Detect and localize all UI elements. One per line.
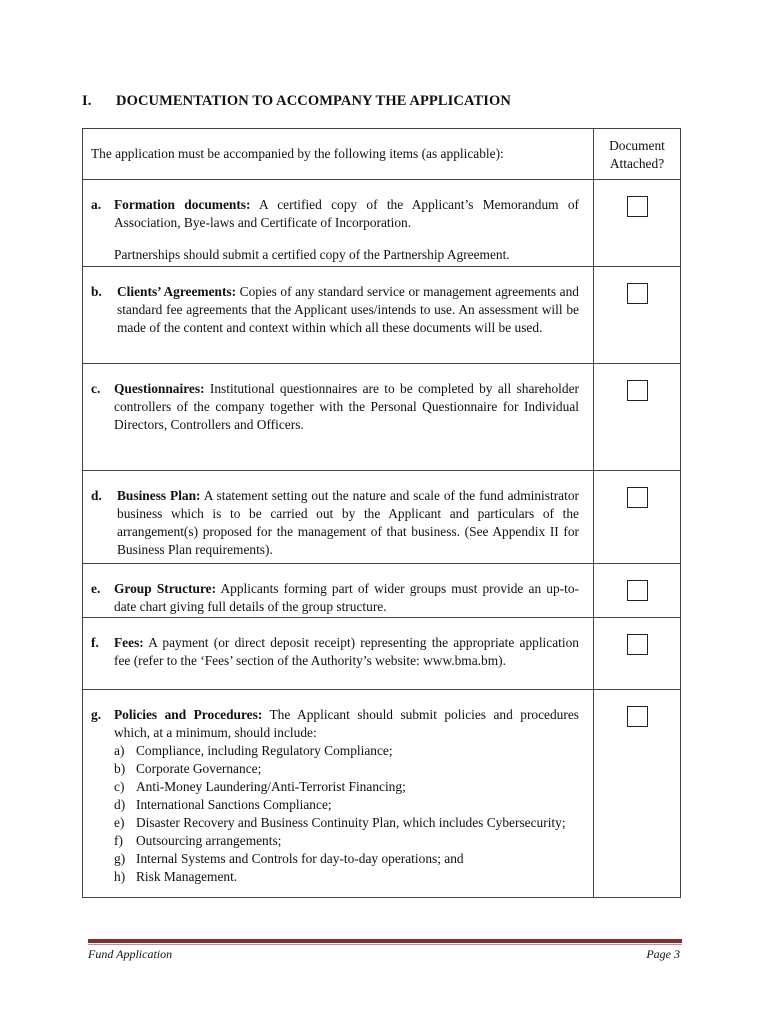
section-number: I. — [82, 93, 92, 109]
table-row — [83, 267, 681, 364]
checkbox-fees[interactable] — [627, 634, 648, 655]
item-text: The Applicant should submit policies and procedures which, at a minimum, should include: — [114, 707, 579, 740]
item-title: Questionnaires: — [114, 381, 205, 396]
item-policies-and-procedures — [83, 690, 593, 886]
item-formation-documents — [83, 180, 593, 264]
documents-table — [82, 128, 681, 898]
item-title: Business Plan: — [117, 488, 201, 503]
item-title: Policies and Procedures: — [114, 707, 263, 722]
list-item: f) Outsourcing arrangements; — [114, 833, 282, 848]
table-row — [83, 564, 681, 618]
footer-document-name: Fund Application — [88, 947, 173, 961]
table-row — [83, 471, 681, 564]
table-row — [83, 618, 681, 690]
item-letter: a. — [91, 197, 102, 212]
policy-list — [114, 742, 579, 886]
intro-cell — [83, 129, 594, 180]
item-letter: e. — [91, 581, 101, 596]
checkbox-formation-documents[interactable] — [627, 196, 648, 217]
list-item: a) Compliance, including Regulatory Compliance; — [114, 743, 393, 758]
item-fees — [83, 618, 593, 670]
item-title: Clients’ Agreements: — [117, 284, 237, 299]
item-group-structure — [83, 564, 593, 616]
item-text: A payment (or direct deposit receipt) representing the appropriate application fee (refer to the ‘Fees’ section of the Authority’s website: www.bma.bm). — [114, 635, 579, 668]
item-text: A statement setting out the nature and scale of the fund administrator business which is to be carried out by the Applicant and particulars of the arrangement(s) proposed for the management of that business. (See Appendix II for Business Plan requirements). — [117, 488, 579, 557]
table-row — [83, 364, 681, 471]
item-title: Fees: — [114, 635, 144, 650]
checkbox-questionnaires[interactable] — [627, 380, 648, 401]
item-business-plan — [83, 471, 593, 559]
list-item: c) Anti-Money Laundering/Anti-Terrorist Financing; — [114, 779, 406, 794]
intro-text: The application must be accompanied by the following items (as applicable): — [91, 146, 504, 161]
item-text-2: Partnerships should submit a certified copy of the Partnership Agreement. — [114, 247, 510, 262]
item-letter: c. — [91, 381, 101, 396]
footer-divider-thin — [88, 944, 682, 945]
item-text: A certified copy of the Applicant’s Memorandum of Association, Bye-laws and Certificate of Incorporation. — [114, 197, 580, 230]
checkbox-policies-and-procedures[interactable] — [627, 706, 648, 727]
item-letter: f. — [91, 635, 99, 650]
item-clients-agreements — [83, 267, 593, 337]
item-title: Formation documents: — [114, 197, 251, 212]
section-title: DOCUMENTATION TO ACCOMPANY THE APPLICATION — [116, 93, 511, 109]
checkbox-group-structure[interactable] — [627, 580, 648, 601]
item-letter: b. — [91, 284, 102, 299]
list-item: d) International Sanctions Compliance; — [114, 797, 332, 812]
item-title: Group Structure: — [114, 581, 217, 596]
attached-header: Document Attached? — [609, 138, 665, 171]
checkbox-clients-agreements[interactable] — [627, 283, 648, 304]
item-letter: d. — [91, 488, 102, 503]
footer-page-number: Page 3 — [646, 947, 680, 961]
list-item: g) Internal Systems and Controls for day-to-day operations; and — [114, 851, 464, 866]
table-row — [83, 180, 681, 267]
table-row — [83, 690, 681, 898]
section-heading — [82, 93, 511, 110]
table-header-row — [83, 129, 681, 180]
list-item: h) Risk Management. — [114, 869, 238, 884]
attached-header-cell — [594, 129, 681, 180]
item-questionnaires — [83, 364, 593, 434]
footer-divider — [88, 939, 682, 943]
item-letter: g. — [91, 707, 102, 722]
checkbox-business-plan[interactable] — [627, 487, 648, 508]
item-text: Institutional questionnaires are to be completed by all shareholder controllers of the company together with the Personal Questionnaire for Individual Directors, Controllers and Officers. — [114, 381, 579, 432]
list-item: b) Corporate Governance; — [114, 761, 262, 776]
item-text: Copies of any standard service or management agreements and standard fee agreements that the Applicant uses/intends to use. An assessment will be made of the content and context within which all these documents will be used. — [117, 284, 579, 335]
list-item: e) Disaster Recovery and Business Continuity Plan, which includes Cybersecurity; — [114, 815, 566, 830]
item-text: Applicants forming part of wider groups must provide an up-to-date chart giving full details of the group structure. — [114, 581, 579, 614]
